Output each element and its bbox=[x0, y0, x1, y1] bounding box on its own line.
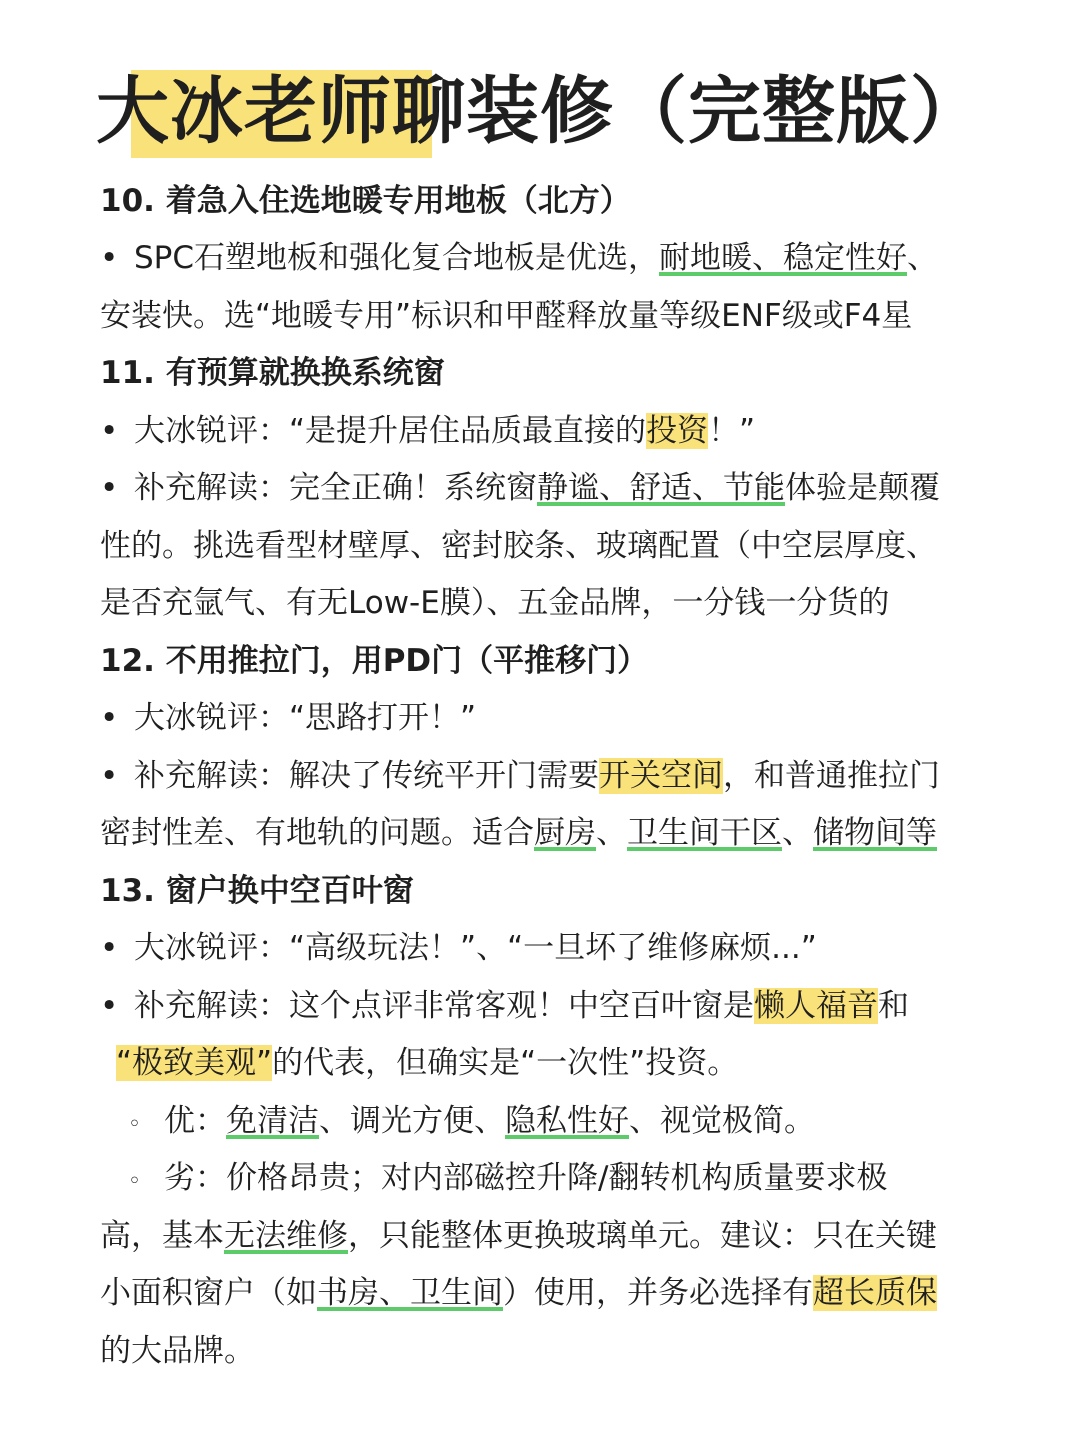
bullet-dot: • bbox=[100, 700, 119, 736]
text-line bbox=[0, 521, 1080, 571]
text-line bbox=[0, 808, 1080, 858]
bullet-dot: • bbox=[100, 758, 119, 794]
text-segment: 、 bbox=[782, 815, 813, 851]
text-segment: 大冰锐评：“高级玩法！”、“一旦坏了维修麻烦...” bbox=[134, 930, 817, 966]
text-segment: 优： bbox=[164, 1103, 226, 1139]
underlined-text: 耐地暖、稳定性好 bbox=[659, 240, 908, 276]
text-line bbox=[0, 578, 1080, 628]
text-line bbox=[0, 693, 1080, 743]
section-heading: 13. 窗户换中空百叶窗 bbox=[100, 873, 414, 909]
sub-bullet: ◦ bbox=[128, 1169, 141, 1194]
underlined-text: 卫生间干区 bbox=[627, 815, 782, 851]
highlighted-text: “极致美观” bbox=[116, 1045, 273, 1081]
text-line bbox=[0, 1211, 1080, 1261]
underlined-text: 免清洁 bbox=[226, 1103, 319, 1139]
text-segment: 劣：价格昂贵；对内部磁控升降/翻转机构质量要求极 bbox=[164, 1160, 888, 1196]
text-segment: 密封性差、有地轨的问题。适合 bbox=[100, 815, 534, 851]
text-segment: 、 bbox=[907, 240, 939, 276]
text-segment: 补充解读：解决了传统平开门需要 bbox=[134, 758, 599, 794]
text-segment: 、调光方便、 bbox=[319, 1103, 505, 1139]
text-segment: 的大品牌。 bbox=[100, 1333, 255, 1369]
bullet-dot: • bbox=[100, 988, 119, 1024]
text-segment: 高，基本 bbox=[100, 1218, 224, 1254]
text-line bbox=[0, 1268, 1080, 1318]
highlighted-text: 投资 bbox=[646, 413, 709, 449]
text-segment: 、 bbox=[596, 815, 627, 851]
underlined-text: 储物间等 bbox=[813, 815, 937, 851]
text-segment: 补充解读：这个点评非常客观！中空百叶窗是 bbox=[134, 988, 754, 1024]
underlined-text: 厨房 bbox=[534, 815, 596, 851]
text-segment: 、视觉极简。 bbox=[629, 1103, 815, 1139]
highlighted-text: 开关空间 bbox=[599, 758, 723, 794]
text-line bbox=[0, 981, 1080, 1031]
text-segment: 大冰锐评：“是提升居住品质最直接的 bbox=[134, 413, 647, 449]
text-line bbox=[0, 1326, 1080, 1376]
text-line bbox=[0, 1038, 1080, 1088]
underlined-text: 无法维修 bbox=[224, 1218, 348, 1254]
text-line bbox=[0, 406, 1080, 456]
text-segment: ）使用，并务必选择有 bbox=[503, 1275, 813, 1311]
bullet-dot: • bbox=[100, 930, 119, 966]
highlighted-text: 懒人福音 bbox=[754, 988, 878, 1024]
text-line bbox=[0, 233, 1080, 283]
text-segment: 是否充氩气、有无Low-E膜）、五金品牌，一分钱一分货的 bbox=[100, 585, 890, 621]
text-segment: 体验是颠覆 bbox=[785, 470, 940, 506]
text-segment: 安装快。选“地暖专用”标识和甲醛释放量等级ENF级或F4星 bbox=[100, 298, 913, 334]
text-line bbox=[0, 463, 1080, 513]
text-segment: ，只能整体更换玻璃单元。建议：只在关键 bbox=[348, 1218, 937, 1254]
bullet-dot: • bbox=[100, 470, 119, 506]
underlined-text: 隐私性好 bbox=[505, 1103, 629, 1139]
text-line bbox=[0, 291, 1080, 341]
text-segment: ，和普通推拉门 bbox=[723, 758, 940, 794]
section-heading: 12. 不用推拉门，用PD门（平推移门） bbox=[100, 643, 649, 679]
text-segment: 小面积窗户（如 bbox=[100, 1275, 317, 1311]
highlighted-text: 超长质保 bbox=[813, 1275, 937, 1311]
section-heading: 10. 着急入住选地暖专用地板（北方） bbox=[100, 183, 631, 219]
text-line bbox=[0, 1153, 1080, 1207]
bullet-dot: • bbox=[100, 240, 119, 276]
text-line bbox=[0, 923, 1080, 973]
text-segment: 性的。挑选看型材壁厚、密封胶条、玻璃配置（中空层厚度、 bbox=[100, 528, 937, 564]
text-segment: 和 bbox=[878, 988, 909, 1024]
text-line bbox=[0, 1096, 1080, 1150]
underlined-text: 书房、卫生间 bbox=[317, 1275, 503, 1311]
text-segment: 的代表，但确实是“一次性”投资。 bbox=[272, 1045, 739, 1081]
text-line bbox=[0, 751, 1080, 801]
section-heading: 11. 有预算就换换系统窗 bbox=[100, 355, 445, 391]
page-title: 大冰老师聊装修（完整版） bbox=[96, 69, 984, 154]
text-segment: ！” bbox=[708, 413, 756, 449]
text-segment: 大冰锐评：“思路打开！” bbox=[134, 700, 477, 736]
bullet-dot: • bbox=[100, 413, 119, 449]
underlined-text: 静谧、舒适、节能 bbox=[537, 470, 785, 506]
text-segment: SPC石塑地板和强化复合地板是优选， bbox=[134, 240, 660, 276]
sub-bullet: ◦ bbox=[128, 1112, 141, 1137]
text-segment: 补充解读：完全正确！系统窗 bbox=[134, 470, 537, 506]
